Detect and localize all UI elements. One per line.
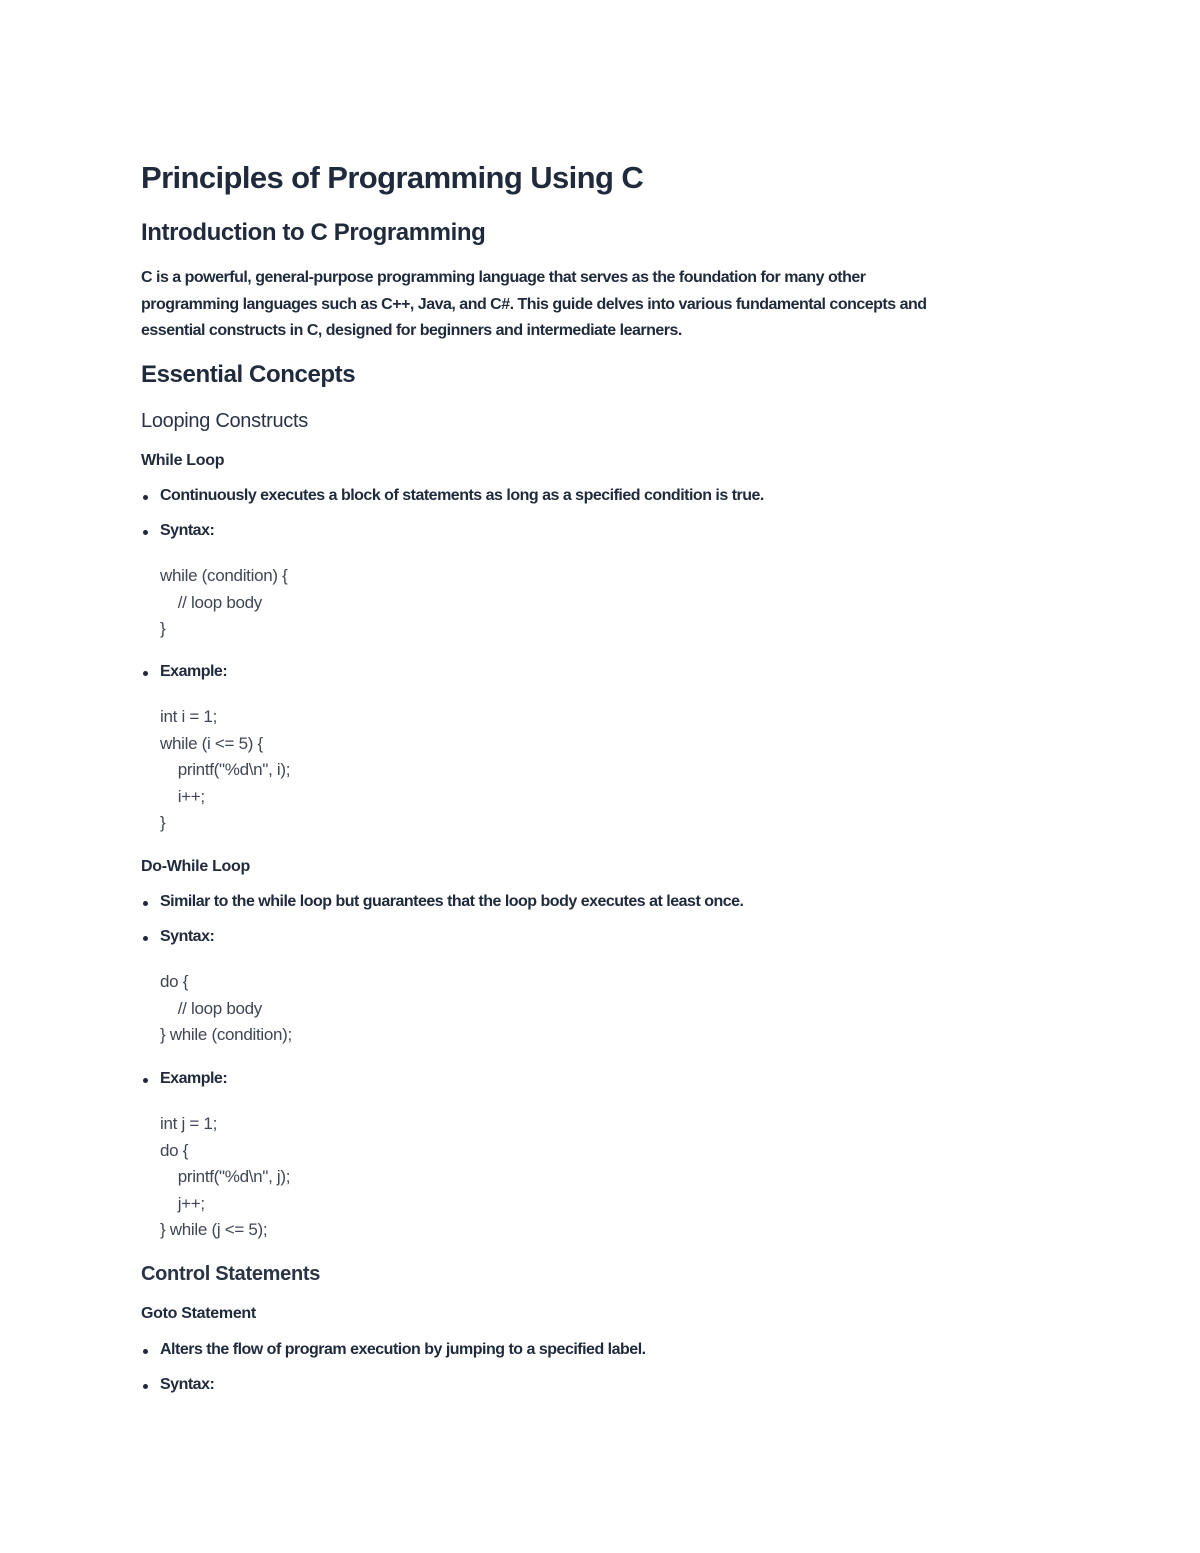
code-line: // loop body bbox=[160, 592, 262, 612]
code-line: do { bbox=[160, 972, 189, 991]
document-title: Principles of Programming Using C bbox=[141, 160, 644, 195]
bullet-dot bbox=[143, 1384, 148, 1389]
code-block-do-while-syntax bbox=[160, 969, 292, 1049]
code-line: } bbox=[160, 619, 166, 639]
code-line: j++; bbox=[160, 1193, 205, 1213]
list-item: Alters the flow of program execution by jumping to a specified label. bbox=[141, 1341, 646, 1359]
intro-line: essential constructs in C, designed for beginners and intermediate learners. bbox=[141, 322, 682, 339]
intro-paragraph bbox=[141, 265, 1041, 345]
while-loop-heading: While Loop bbox=[141, 452, 225, 469]
list-item: Example: bbox=[141, 663, 227, 681]
code-line: int j = 1; bbox=[160, 1114, 218, 1133]
control-statements-heading: Control Statements bbox=[141, 1263, 321, 1285]
code-line: } while (j <= 5); bbox=[160, 1220, 268, 1240]
bullet-dot bbox=[143, 495, 148, 500]
list-item: Similar to the while loop but guarantees that the loop body executes at least once. bbox=[141, 893, 744, 911]
list-item: Example: bbox=[141, 1070, 227, 1088]
code-line: int i = 1; bbox=[160, 707, 218, 726]
list-item: Continuously executes a block of statements as long as a specified condition is true. bbox=[141, 487, 764, 505]
code-line: } bbox=[160, 813, 166, 833]
list-item: Syntax: bbox=[141, 522, 214, 540]
code-line: do { bbox=[160, 1140, 189, 1160]
list-item: Syntax: bbox=[141, 1376, 214, 1394]
code-line: printf("%d\n", i); bbox=[160, 760, 291, 780]
bullet-dot bbox=[143, 1349, 148, 1354]
list-item: Syntax: bbox=[141, 928, 214, 946]
code-block-while-syntax bbox=[160, 563, 288, 643]
code-line: i++; bbox=[160, 786, 205, 806]
code-block-while-example bbox=[160, 704, 290, 837]
looping-constructs-heading: Looping Constructs bbox=[141, 410, 308, 432]
bullet-dot bbox=[143, 901, 148, 906]
code-line: printf("%d\n", j); bbox=[160, 1167, 291, 1187]
bullet-dot bbox=[143, 936, 148, 941]
bullet-dot bbox=[143, 671, 148, 676]
intro-heading: Introduction to C Programming bbox=[141, 219, 486, 246]
code-line: } while (condition); bbox=[160, 1025, 292, 1045]
code-block-do-while-example bbox=[160, 1111, 290, 1244]
intro-line: C is a powerful, general-purpose programming language that serves as the foundation for many other bbox=[141, 269, 866, 286]
bullet-dot bbox=[143, 530, 148, 535]
intro-line: programming languages such as C++, Java, and C#. This guide delves into various fundamental concepts and bbox=[141, 295, 927, 313]
bullet-dot bbox=[143, 1078, 148, 1083]
code-line: while (i <= 5) { bbox=[160, 733, 263, 753]
code-line: while (condition) { bbox=[160, 566, 288, 585]
code-line: // loop body bbox=[160, 998, 262, 1018]
do-while-loop-heading: Do-While Loop bbox=[141, 858, 250, 875]
essential-concepts-heading: Essential Concepts bbox=[141, 361, 356, 388]
goto-statement-heading: Goto Statement bbox=[141, 1305, 256, 1322]
